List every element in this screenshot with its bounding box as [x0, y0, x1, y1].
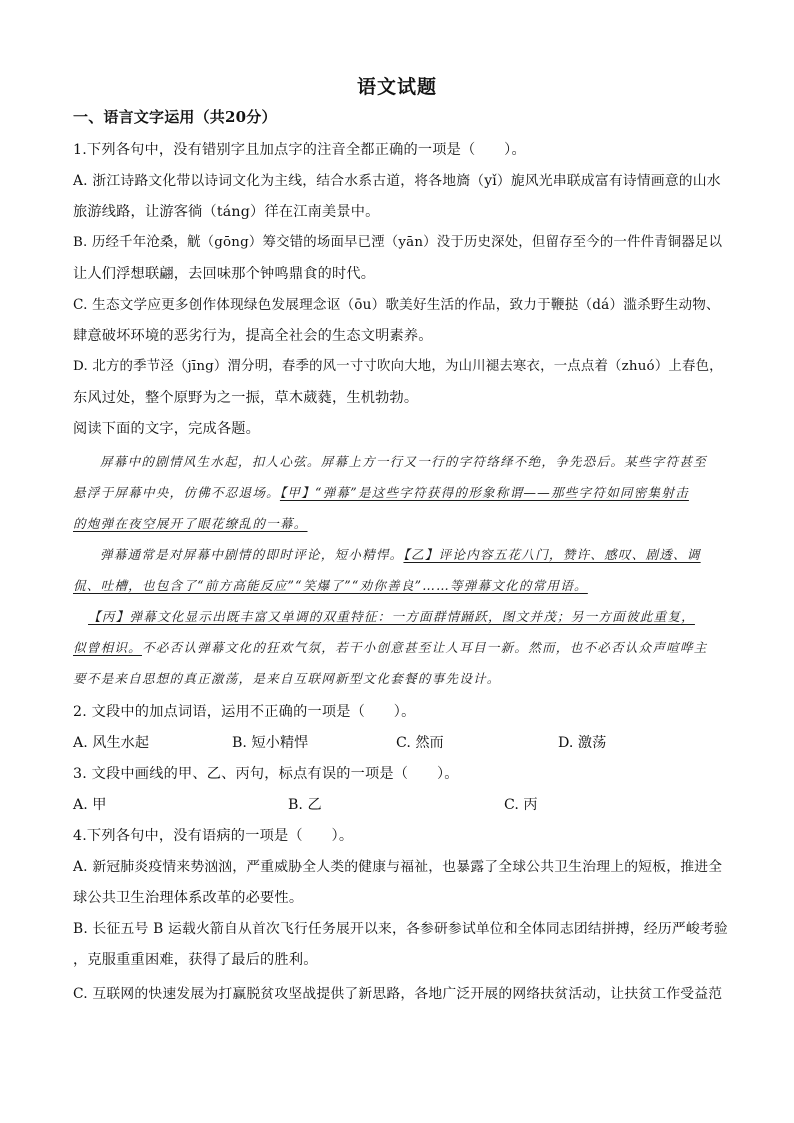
passage-text: 不必否认弹幕文化的狂欢气氛，若干小创意甚至让人耳目一新。然而，也不必否认众声喧哗主 — [141, 640, 708, 655]
question-4-option-b-cont: ，克服重重困难，获得了最后的胜利。 — [73, 952, 318, 968]
question-2-option-c: C. 然而 — [396, 735, 444, 751]
passage-text: 悬浮于屏幕中央，仿佛不忍退场。 — [73, 485, 280, 500]
passage-text: 弹幕通常是对屏幕中剧情的即时评论，短小精悍。 — [100, 547, 404, 562]
question-1-option-c-cont: 肆意破坏环境的恶劣行为，提高全社会的生态文明素养。 — [73, 328, 433, 344]
underlined-sentence-yi: 【乙】评论内容五花八门，赞许、感叹、剧透、调 — [403, 547, 701, 562]
question-2-option-a: A. 风生水起 — [73, 735, 150, 751]
passage-line: 要不是来自思想的真正激荡，是来自互联网新型文化套餐的事先设计。 — [73, 671, 501, 686]
reading-intro: 阅读下面的文字，完成各题。 — [73, 421, 261, 437]
question-4-option-b: B. 长征五号 B 运载火箭自从首次飞行任务展开以来，各参研参试单位和全体同志团结拼搏，经历严峻考验 — [73, 921, 728, 937]
question-3-option-c: C. 丙 — [504, 797, 538, 813]
question-2-stem: 2. 文段中的加点词语，运用不正确的一项是（ ）。 — [73, 704, 416, 720]
question-4-option-c: C. 互联网的快速发展为打赢脱贫攻坚战提供了新思路，各地广泛开展的网络扶贫活动，让扶贫工作受益范 — [73, 986, 723, 1002]
question-2-option-d: D. 激荡 — [558, 735, 607, 751]
question-1-option-b: B. 历经千年沧桑，觥（gōng）筹交错的场面早已湮（yān）没于历史深处，但留存至今的一件件青铜器足以 — [73, 235, 723, 250]
question-1-option-d-cont: 东风过处，整个原野为之一振，草木葳蕤，生机勃勃。 — [73, 390, 419, 406]
document-title: 语文试题 — [356, 76, 437, 98]
question-2-option-b: B. 短小精悍 — [232, 735, 309, 751]
question-1-stem: 1.下列各句中，没有错别字且加点字的注音全都正确的一项是（ ）。 — [73, 142, 526, 158]
question-3-option-b: B. 乙 — [288, 797, 322, 813]
underlined-sentence-bing: 【丙】弹幕文化显示出既丰富又单调的双重特征：一方面群情踊跃，图文并茂；另一方面彼此重复， — [88, 609, 695, 624]
question-1-option-a-cont: 旅游线路，让游客徜（táng）徉在江南美景中。 — [73, 204, 380, 220]
question-3-option-a: A. 甲 — [73, 797, 107, 813]
question-4-option-a: A. 新冠肺炎疫情来势汹汹，严重威胁全人类的健康与福祉，也暴露了全球公共卫生治理上的短板，推进全 — [73, 859, 723, 875]
passage-line — [73, 638, 708, 658]
question-4-stem: 4.下列各句中，没有语病的一项是（ ）。 — [73, 828, 354, 844]
passage-line — [73, 483, 689, 503]
question-1-option-b-cont: 让人们浮想联翩，去回味那个钟鸣鼎食的时代。 — [73, 266, 376, 282]
question-1-option-a: A. 浙江诗路文化带以诗词文化为主线，结合水系古道，将各地旖（yǐ）旎风光串联成富有诗情画意的山水 — [73, 173, 721, 189]
underlined-sentence-yi-cont: 侃、吐槽，也包含了“前方高能反应”“笑爆了”“劝你善良”……等弹幕文化的常用语。 — [73, 578, 588, 593]
passage-line — [100, 545, 701, 565]
underlined-sentence-jia: 【甲】“弹幕”是这些字符获得的形象称谓——那些字符如同密集射击 — [279, 485, 689, 500]
question-1-option-c: C. 生态文学应更多创作体现绿色发展理念讴（ōu）歌美好生活的作品，致力于鞭挞（dá）滥杀野生动物、 — [73, 297, 720, 313]
passage-line: 屏幕中的剧情风生水起，扣人心弦。屏幕上方一行又一行的字符络绎不绝，争先恐后。某些字符甚至 — [100, 454, 707, 469]
section-heading: 一、语言文字运用（共20分） — [73, 108, 277, 126]
question-1-option-d: D. 北方的季节泾（jīng）渭分明，春季的风一寸寸吹向大地，为山川褪去寒衣，一点点着（zhuó）上春色， — [73, 359, 723, 374]
question-4-option-a-cont: 球公共卫生治理体系改革的必要性。 — [73, 890, 304, 906]
underlined-sentence-bing-cont: 似曾相识。 — [73, 640, 142, 655]
underlined-sentence-jia-cont: 的炮弹在夜空展开了眼花缭乱的一幕。 — [73, 516, 308, 531]
question-3-stem: 3. 文段中画线的甲、乙、丙句，标点有误的一项是（ ）。 — [73, 766, 459, 782]
